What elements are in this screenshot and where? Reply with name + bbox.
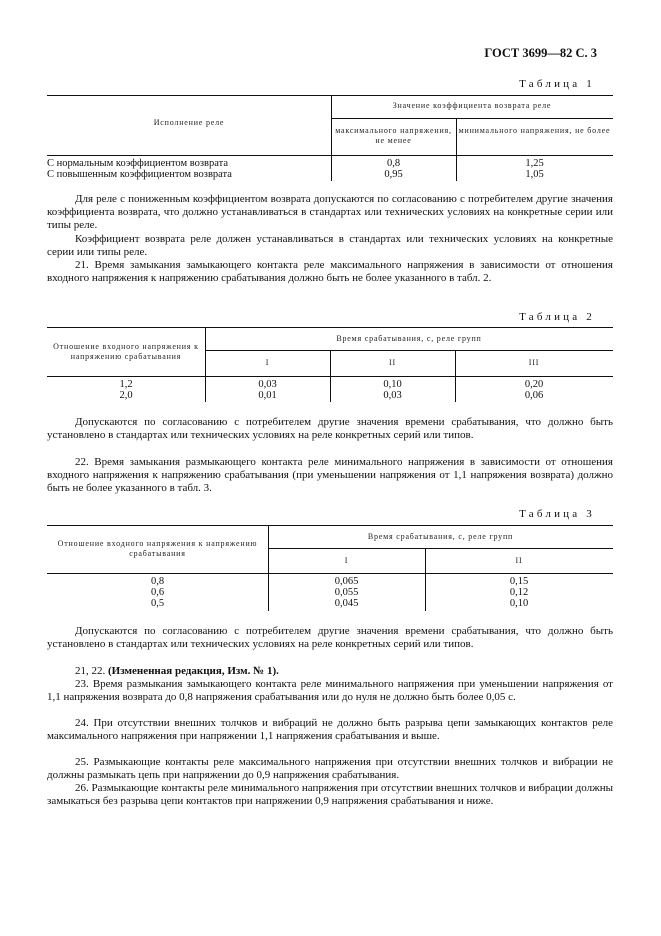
paragraph-item-22: 22. Время замыкания размыкающего контакта реле минимального напряжения в зависимости от отношения входного напряжения к напряжению срабатывания (при уменьшении напряжения от 1,1 напряжения возврата) должно быть не более указанного в табл. 3. [47,456,613,495]
table2-group-header: I [265,358,270,367]
paragraph: Коэффициент возврата реле должен устанавливаться в стандартах или технических условиях на конкретные серии или типы реле. [47,233,613,259]
table1-group-rule [331,118,613,119]
table3-body-divider [268,573,269,611]
table2-ratio: 1,2 [119,379,133,390]
table3-body-divider [425,573,426,611]
paragraph-item-24: 24. При отсутствии внешних толчков и вибраций не должно быть разрыва цепи замыкающих контактов реле максимального напряжения при напряжении 1,1 напряжения срабатывания и выше. [47,717,613,743]
table1-caption: Таблица 1 [519,78,595,90]
table1-cell: 0,95 [384,169,403,180]
table1-cell: 0,8 [386,158,401,169]
table1-col-label: Исполнение реле [153,118,225,127]
table3-col-label: Отношение входного напряжения к напряжению срабатывания [57,539,258,558]
paragraph-item-26: 26. Размыкающие контакты реле минимального напряжения при отсутствии внешних толчков и вибрации должны замыкаться без разрыва цепи контактов при напряжении 0,9 напряжения срабатывания и ниже. [47,782,613,808]
amendment-text: (Измененная редакция, Изм. № 1). [108,665,279,677]
table1-top-rule [47,95,613,96]
table2-col-label: Отношение входного напряжения к напряжению срабатывания [53,342,199,361]
paragraph: Допускаются по согласованию с потребителем другие значения времени срабатывания, что должно быть установлено в стандартах или технических условиях на реле конкретных серий или типов. [47,625,613,651]
table1-sub2: минимального напряжения, не более [458,126,611,135]
table1-body-divider [331,155,332,181]
table2-body-divider [330,376,331,402]
table1-body-divider [456,155,457,181]
table2-body-divider [455,376,456,402]
table1-sub1: максимального напряжения, не менее [335,126,452,145]
table3-top-rule [47,525,613,526]
table2-group-header: II [389,358,396,367]
table1-cell: 1,05 [525,169,544,180]
table3-cell: 0,12 [509,587,529,598]
table1-subdivider [456,118,457,155]
table1-cell: 1,25 [525,158,544,169]
table2-cell: 0,03 [258,379,277,390]
table2-cell: 0,10 [383,379,402,390]
amendment-note [47,665,613,678]
page-header: ГОСТ 3699—82 С. 3 [484,46,597,60]
table2-cell: 0,03 [383,390,402,401]
table1-row-label: С повышенным коэффициентом возврата [47,169,232,180]
table2-top-rule [47,327,613,328]
table2-group-rule [205,350,613,351]
paragraph: Для реле с пониженным коэффициентом возврата допускаются по согласованию с потребителем другие значения коэффициента возврата, что должно устанавливаться в стандартах или технических условиях на конкретные серии или типы реле. [47,193,613,232]
paragraph: Допускаются по согласованию с потребителем другие значения времени срабатывания, что должно быть установлено в стандартах или технических условиях на реле конкретных серий или типов. [47,416,613,442]
table3-ratio: 0,6 [150,587,165,598]
table1-row-label: С нормальным коэффициентом возврата [47,158,228,169]
table2-cell: 0,20 [524,379,544,390]
table2-group-header: III [528,358,540,367]
table3-cell: 0,055 [334,587,359,598]
table2-ratio: 2,0 [119,390,133,401]
table3-group-header: II [515,556,523,565]
table2-cell: 0,01 [258,390,277,401]
table1-group-label: Значение коэффициента возврата реле [392,101,552,110]
table3-group-label: Время срабатывания, с, реле групп [367,532,514,541]
paragraph-item-25: 25. Размыкающие контакты реле максимального напряжения при отсутствии внешних толчков и вибрации не должны размыкать цепь при напряжении до 0,9 напряжения срабатывания. [47,756,613,782]
table3-cell: 0,10 [509,598,529,609]
table3-caption: Таблица 3 [519,508,595,520]
table3-ratio: 0,5 [150,598,165,609]
table1-header-rule [47,155,613,156]
table2-cell: 0,06 [524,390,544,401]
table3-ratio: 0,8 [150,576,165,587]
paragraph-item-23: 23. Время размыкания замыкающего контакта реле минимального напряжения при уменьшении напряжения от 1,1 напряжения возврата до 0,8 напряжения срабатывания или до нуля не должно быть более 0,05 с. [47,678,613,704]
table3-cell: 0,15 [509,576,529,587]
table2-caption: Таблица 2 [519,311,595,323]
table3-group-rule [268,548,613,549]
table3-cell: 0,045 [334,598,359,609]
table3-group-header: I [344,556,349,565]
paragraph-item-21: 21. Время замыкания замыкающего контакта реле максимального напряжения в зависимости от отношения входного напряжения к напряжению срабатывания должно быть не более указанного в табл. 2. [47,259,613,285]
table2-body-divider [205,376,206,402]
table3-header-rule [47,573,613,574]
amendment-items: 21, 22. [75,665,108,677]
table3-cell: 0,065 [334,576,359,587]
table2-group-label: Время срабатывания, с, реле групп [336,334,482,343]
